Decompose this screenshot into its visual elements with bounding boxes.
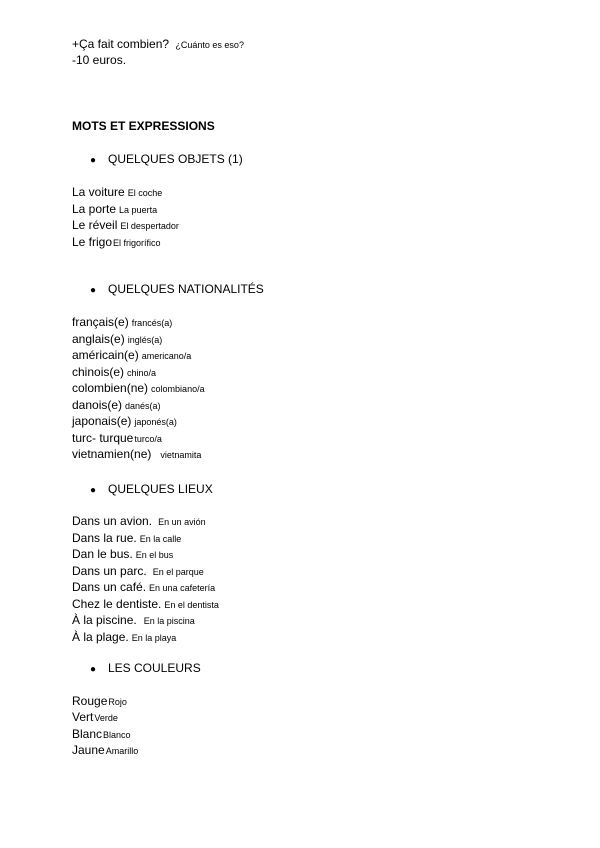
term-es: francés(a) xyxy=(131,318,173,328)
term-es: El frigorífico xyxy=(113,238,161,248)
vocab-item xyxy=(72,709,118,726)
term-es: vietnamita xyxy=(160,450,202,460)
term-fr: La voiture xyxy=(72,185,125,199)
term-fr: Dans un café. xyxy=(72,580,147,594)
vocab-item xyxy=(72,596,219,613)
vocab-item xyxy=(72,331,162,348)
term-es: Rojo xyxy=(108,697,127,707)
term-es: turco/a xyxy=(134,434,162,444)
bullet-nationalites xyxy=(90,281,264,299)
vocab-item xyxy=(72,563,204,580)
term-es: Verde xyxy=(94,713,118,723)
term-es: En el bus xyxy=(135,550,174,560)
term-fr: Le réveil xyxy=(72,218,118,232)
term-fr: Rouge xyxy=(72,694,108,708)
vocab-item xyxy=(72,430,162,447)
vocab-item xyxy=(72,217,179,234)
term-fr: colombien(ne) xyxy=(72,381,149,395)
term-fr: américain(e) xyxy=(72,348,139,362)
term-fr: français(e) xyxy=(72,315,129,329)
term-es: El coche xyxy=(127,188,163,198)
term-es: En el parque xyxy=(152,567,204,577)
vocab-item xyxy=(72,234,161,251)
term-fr: Blanc xyxy=(72,727,103,741)
term-fr: Dans la rue. xyxy=(72,531,137,545)
term-fr: Dans un parc. xyxy=(72,564,147,578)
vocab-item xyxy=(72,546,173,563)
vocab-item xyxy=(72,184,162,201)
vocab-item xyxy=(72,530,181,547)
term-es: chino/a xyxy=(127,368,157,378)
vocab-item xyxy=(72,380,205,397)
vocab-item xyxy=(72,201,157,218)
vocab-item xyxy=(72,693,127,710)
term-es: La puerta xyxy=(119,205,158,215)
question-fr: +Ça fait combien? xyxy=(72,37,170,51)
term-fr: Dan le bus. xyxy=(72,547,133,561)
bullet-title: LES COULEURS xyxy=(108,661,201,675)
question-es: ¿Cuánto es eso? xyxy=(175,40,244,50)
term-es: En una cafetería xyxy=(149,583,216,593)
term-es: En la piscina xyxy=(143,616,195,626)
vocab-item xyxy=(72,364,156,381)
term-fr: Le frigo xyxy=(72,235,113,249)
vocab-item xyxy=(72,413,177,430)
term-es: japonés(a) xyxy=(134,417,177,427)
term-fr: vietnamien(ne) xyxy=(72,447,152,461)
term-es: Blanco xyxy=(103,730,131,740)
vocab-item xyxy=(72,446,201,463)
term-es: colombiano/a xyxy=(151,384,205,394)
term-fr: Vert xyxy=(72,710,94,724)
term-es: americano/a xyxy=(141,351,192,361)
term-fr: À la plage. xyxy=(72,630,129,644)
term-es: En un avión xyxy=(158,517,206,527)
vocab-item xyxy=(72,347,191,364)
term-es: En la playa xyxy=(131,633,177,643)
term-es: En el dentista xyxy=(164,600,219,610)
section-heading: MOTS ET EXPRESSIONS xyxy=(72,119,215,133)
term-fr: À la piscine. xyxy=(72,613,137,627)
term-fr: Chez le dentiste. xyxy=(72,597,162,611)
term-es: danés(a) xyxy=(125,401,161,411)
bullet-title: QUELQUES LIEUX xyxy=(108,482,213,496)
term-fr: Dans un avion. xyxy=(72,514,153,528)
vocab-item xyxy=(72,397,161,414)
term-fr: turc- turque xyxy=(72,431,134,445)
term-es: El despertador xyxy=(120,221,179,231)
bullet-icon: ● xyxy=(90,155,97,166)
term-fr: japonais(e) xyxy=(72,414,132,428)
dialogue-question xyxy=(72,36,244,53)
vocab-item xyxy=(72,629,176,646)
vocab-item xyxy=(72,726,131,743)
bullet-lieux xyxy=(90,481,213,499)
term-fr: chinois(e) xyxy=(72,365,125,379)
bullet-objets xyxy=(90,151,243,169)
term-es: Amarillo xyxy=(105,746,139,756)
bullet-icon: ● xyxy=(90,285,97,296)
bullet-title: QUELQUES NATIONALITÉS xyxy=(108,282,264,296)
vocab-item xyxy=(72,612,195,629)
vocab-item xyxy=(72,513,206,530)
term-fr: anglais(e) xyxy=(72,332,125,346)
vocab-item xyxy=(72,314,172,331)
term-es: En la calle xyxy=(139,534,182,544)
term-fr: Jaune xyxy=(72,743,105,757)
vocab-item xyxy=(72,742,138,759)
bullet-icon: ● xyxy=(90,664,97,675)
dialogue-answer: -10 euros. xyxy=(72,53,127,67)
bullet-icon: ● xyxy=(90,485,97,496)
term-es: inglés(a) xyxy=(127,335,163,345)
term-fr: La porte xyxy=(72,202,117,216)
bullet-couleurs xyxy=(90,660,201,678)
vocab-item xyxy=(72,579,215,596)
term-fr: danois(e) xyxy=(72,398,123,412)
bullet-title: QUELQUES OBJETS (1) xyxy=(108,152,243,166)
